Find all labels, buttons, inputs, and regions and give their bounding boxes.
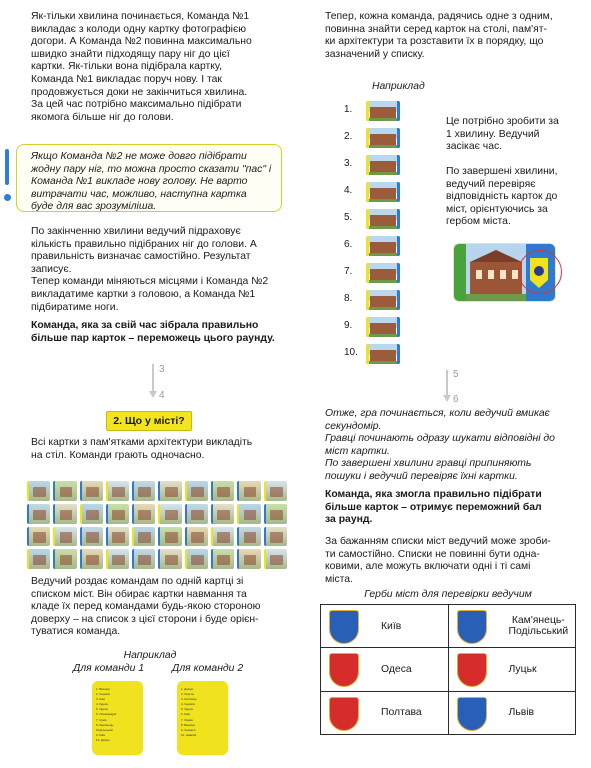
page-number-prev-right: 5 [453, 369, 459, 380]
architecture-card[interactable] [53, 527, 76, 547]
architecture-card[interactable] [27, 527, 50, 547]
arms-cell [448, 605, 576, 648]
game-flow-line: По завершені хвилини гравці припиняють [325, 458, 532, 470]
time-note-line: засікає час. [446, 141, 503, 153]
architecture-card[interactable] [27, 481, 50, 501]
order-number: 3. [344, 158, 353, 169]
intro-line: викладає з колоди одну картку фотографією [31, 23, 247, 35]
tip-accent-dot [4, 194, 11, 201]
page-number-next-right: 6 [453, 394, 459, 405]
order-number: 1. [344, 104, 353, 115]
right-intro-line: повинна знайти серед карток на столі, пам'ят- [325, 23, 547, 35]
architecture-card[interactable] [185, 549, 208, 569]
example-label-left: Наприклад [123, 650, 177, 661]
game-flow-note [325, 408, 581, 484]
team1-city: 8. Кам'янець- [96, 722, 114, 727]
intro-paragraph [31, 11, 283, 124]
architecture-card[interactable] [132, 504, 155, 524]
architecture-card[interactable] [106, 549, 129, 569]
architecture-card[interactable] [53, 481, 76, 501]
team1-city: 2. Чернігів [96, 692, 110, 697]
team2-city-card [177, 681, 228, 755]
landmark-thumbnail [366, 128, 400, 148]
deal-line: доверху – на список з цієї сторони і буде орієн- [31, 613, 259, 625]
deal-line: Ведучий роздає командам по одній картці зі [31, 576, 244, 587]
page-number-prev: 3 [159, 364, 165, 375]
city-name: Кам'янець- Подільський [508, 615, 569, 638]
ordered-card-row [344, 209, 414, 229]
check-note-line: відповідність карток до [446, 191, 558, 203]
intro-line: якомога більше ніг до голови. [31, 111, 174, 123]
city-name: Одеса [381, 663, 412, 675]
architecture-card[interactable] [237, 481, 260, 501]
custom-lists-line: ковими, але можуть включати одні і ті самі [325, 561, 531, 573]
architecture-card[interactable] [185, 504, 208, 524]
city-name: Луцьк [508, 663, 537, 675]
architecture-card[interactable] [158, 549, 181, 569]
game-flow-line: міст картки. [325, 445, 390, 457]
order-number: 8. [344, 293, 353, 304]
page-divider-arrow-right [443, 395, 451, 402]
tip-line: буде для вас зрозумілішa. [31, 201, 157, 213]
right-intro [325, 11, 577, 61]
page-number-next: 4 [159, 390, 165, 401]
architecture-card[interactable] [211, 527, 234, 547]
scoring-line: викладатиме картки з головою, а Команда №1 [31, 288, 256, 300]
architecture-card[interactable] [132, 527, 155, 547]
landmark-thumbnail [366, 101, 400, 121]
team2-city: 10. Ізмаїлів [181, 732, 197, 737]
example-label-right: Наприклад [372, 81, 425, 92]
order-number: 2. [344, 131, 353, 142]
coat-of-arms-icon [457, 610, 487, 644]
intro-line: Команда №1 викладає поруч нову. Ӏ так [31, 73, 222, 85]
architecture-card[interactable] [211, 549, 234, 569]
arms-cell [448, 691, 576, 734]
landmark-thumbnail [366, 317, 400, 337]
section-intro-line: на стіл. Команди грають одночасно. [31, 449, 205, 461]
page-divider-line [152, 364, 154, 392]
order-number: 6. [344, 239, 353, 250]
arms-cell [321, 691, 449, 734]
architecture-card[interactable] [237, 527, 260, 547]
team1-city: 4. Одеса [96, 702, 108, 707]
scoring-line: правильність визначає самостійно. Результат [31, 251, 251, 263]
team2-city: 8. Вінниця [181, 722, 195, 727]
section-intro-line: Всі картки з пам'ятками архітектури викладіть [31, 437, 253, 448]
ordered-card-row [344, 128, 414, 148]
ordered-card-row [344, 263, 414, 283]
intro-line: догори. А Команда №2 повинна максимально [31, 36, 252, 48]
ordered-card-row [344, 344, 414, 364]
custom-lists-line: ти самостійно. Списки не повинні бути одна- [325, 548, 540, 560]
landmark-thumbnail [366, 344, 400, 364]
game-flow-line: Гравці починають одразу шукати відповідні до [325, 433, 555, 445]
custom-lists-note [325, 536, 577, 586]
round-winner-note [31, 320, 283, 345]
order-number: 4. [344, 185, 353, 196]
team2-city: 2. Херсон [181, 692, 195, 697]
tip-line: Команда №1 викладе нову голову. Не варто [31, 176, 248, 188]
winner-line: за раунд. [325, 514, 373, 526]
architecture-card[interactable] [264, 527, 287, 547]
scoring-line: підбиратиме ноги. [31, 301, 119, 313]
winner-line: більше пар карток – переможець цього раунду. [31, 332, 275, 344]
team1-city: 7. Суми [96, 717, 107, 722]
section-title: 2. Що у місті? [106, 411, 192, 431]
ordered-card-row [344, 317, 414, 337]
architecture-card[interactable] [106, 481, 129, 501]
city-name: Київ [381, 620, 402, 632]
deal-line: кладе їх перед командами будь-якою стороною [31, 601, 261, 613]
order-number: 9. [344, 320, 353, 331]
scoring-line: кількість правильно підібраних ніг до голови. А [31, 238, 257, 250]
team1-city: 6. Олександрія [96, 712, 117, 717]
team1-city: 10. Дніпро [96, 737, 110, 742]
architecture-card[interactable] [80, 481, 103, 501]
team2-city: 1. Дніпро [181, 687, 194, 691]
team1-city: 1. Вінниця [96, 687, 110, 691]
tip-line: витрачати час, можливо, наступна картка [31, 188, 247, 200]
architecture-card[interactable] [132, 549, 155, 569]
arms-row [321, 605, 576, 648]
coat-of-arms-icon [329, 697, 359, 731]
custom-lists-line: міста. [325, 573, 353, 585]
coats-of-arms-table [320, 604, 576, 735]
architecture-card[interactable] [237, 549, 260, 569]
team2-city: 7. Харків [181, 717, 193, 722]
team1-city: 3. Київ [96, 697, 105, 702]
landmark-thumbnail [366, 263, 400, 283]
city-name: Львів [508, 707, 535, 719]
architecture-card[interactable] [237, 504, 260, 524]
tip-box [16, 144, 282, 212]
coat-of-arms-highlight [518, 250, 562, 294]
architecture-card[interactable] [264, 504, 287, 524]
order-number: 5. [344, 212, 353, 223]
round-winner-note-right [325, 489, 577, 527]
intro-line: картки. Як-тільки вона підібрала картку, [31, 61, 222, 73]
team1-city: 5. Одеса [96, 707, 108, 712]
team2-city: 5. Одеса [181, 707, 193, 712]
arms-cell [321, 605, 449, 648]
tip-line: Якщо Команда №2 не може довго підібрати [31, 151, 247, 162]
right-intro-line: Тепер, кожна команда, радячись одне з одним, [325, 11, 553, 22]
architecture-card[interactable] [80, 527, 103, 547]
architecture-card[interactable] [27, 549, 50, 569]
winner-line: Команда, яка змогла правильно підібрати [325, 489, 542, 500]
scoring-line: Тепер команди міняються місцями і Команда №2 [31, 276, 269, 288]
right-intro-line: зазначений у списку. [325, 48, 425, 60]
landmark-thumbnail [366, 155, 400, 175]
scoring-paragraph [31, 226, 283, 314]
ordered-card-row [344, 182, 414, 202]
team1-label: Для команди 1 [73, 663, 145, 674]
order-number: 7. [344, 266, 353, 277]
architecture-card[interactable] [158, 527, 181, 547]
team1-city: 9. Київ [96, 732, 105, 737]
architecture-card[interactable] [53, 504, 76, 524]
scoring-line: По закінченню хвилини ведучий підраховує [31, 226, 241, 237]
deal-line: туватися команда. [31, 626, 121, 638]
order-number: 10. [344, 347, 358, 358]
section-intro [31, 437, 283, 462]
custom-lists-line: За бажанням списки міст ведучий може зроби- [325, 536, 551, 547]
scoring-line: записує. [31, 263, 72, 275]
architecture-card[interactable] [264, 549, 287, 569]
coat-of-arms-icon [329, 653, 359, 687]
architecture-card[interactable] [185, 527, 208, 547]
ordered-card-row [344, 155, 414, 175]
coat-of-arms-icon [329, 610, 359, 644]
ordered-card-row [344, 290, 414, 310]
architecture-card[interactable] [106, 504, 129, 524]
time-note-line: Це потрібно зробити за [446, 116, 559, 127]
arms-caption: Герби міст для перевірки ведучим [364, 589, 532, 600]
architecture-card[interactable] [132, 481, 155, 501]
tip-accent-bar [5, 149, 9, 185]
intro-line: Як-тільки хвилина починається, Команда №1 [31, 11, 250, 22]
time-note [446, 116, 576, 154]
architecture-card[interactable] [158, 481, 181, 501]
architecture-card[interactable] [106, 527, 129, 547]
right-intro-line: ки архітектури та розставити їх в порядку, що [325, 36, 544, 48]
team2-city: 3. Житомир [181, 697, 197, 702]
intro-line: швидко знайти підходящу пару ніг до цієї [31, 48, 230, 60]
team2-city: 6. Київ [181, 712, 190, 717]
game-flow-line: Отже, гра починається, коли ведучий вмикає [325, 408, 550, 419]
intro-line: продовжується доки не закінчиться хвилина. [31, 86, 248, 98]
architecture-card[interactable] [158, 504, 181, 524]
deal-paragraph [31, 576, 283, 639]
city-name: Полтава [381, 707, 422, 719]
check-note-line: ведучий перевіряє [446, 178, 536, 190]
deal-line: списком міст. Він обирає картки навмання та [31, 588, 247, 600]
time-note-line: 1 хвилину. Ведучий [446, 128, 540, 140]
architecture-card[interactable] [211, 481, 234, 501]
landmark-thumbnail [366, 182, 400, 202]
game-flow-line: пошуки і ведучий перевіряє їхні картки. [325, 470, 518, 482]
ordered-card-row [344, 101, 414, 121]
page-divider-arrow [149, 391, 157, 398]
coat-of-arms-icon [457, 697, 487, 731]
architecture-card[interactable] [264, 481, 287, 501]
team2-city: 9. Черкаси [181, 727, 196, 732]
page-divider-line-right [446, 370, 448, 396]
architecture-card[interactable] [80, 549, 103, 569]
coat-of-arms-icon [457, 653, 487, 687]
team2-label: Для команди 2 [172, 663, 244, 674]
ordered-card-row [344, 236, 414, 256]
architecture-card[interactable] [80, 504, 103, 524]
landmark-thumbnail [366, 209, 400, 229]
winner-line: більше карток – отримує переможний бал [325, 501, 542, 513]
architecture-card[interactable] [53, 549, 76, 569]
architecture-cards-grid [27, 481, 287, 569]
check-note [446, 166, 576, 229]
team1-city: Подільський [96, 727, 113, 732]
team1-city-card [92, 681, 143, 755]
winner-line: Команда, яка за свій час зібрала правильно [31, 320, 259, 331]
landmark-thumbnail [366, 290, 400, 310]
architecture-card[interactable] [27, 504, 50, 524]
check-note-line: По завершені хвилини, [446, 166, 558, 177]
team2-city: 4. Чернігів [181, 702, 195, 707]
arms-row [321, 691, 576, 734]
arms-cell [448, 648, 576, 691]
architecture-card[interactable] [185, 481, 208, 501]
architecture-card[interactable] [211, 504, 234, 524]
check-note-line: міст, орієнтуючись за [446, 203, 548, 215]
game-flow-line: секундомір. [325, 420, 382, 432]
check-note-line: гербом міста. [446, 216, 511, 228]
landmark-thumbnail [366, 236, 400, 256]
tip-text [31, 151, 273, 214]
intro-line: За цей час потрібно максимально підібрати [31, 99, 242, 111]
tip-line: жодну пару ніг, то можна просто сказати "пас" і [31, 163, 272, 175]
arms-row [321, 648, 576, 691]
arms-cell [321, 648, 449, 691]
